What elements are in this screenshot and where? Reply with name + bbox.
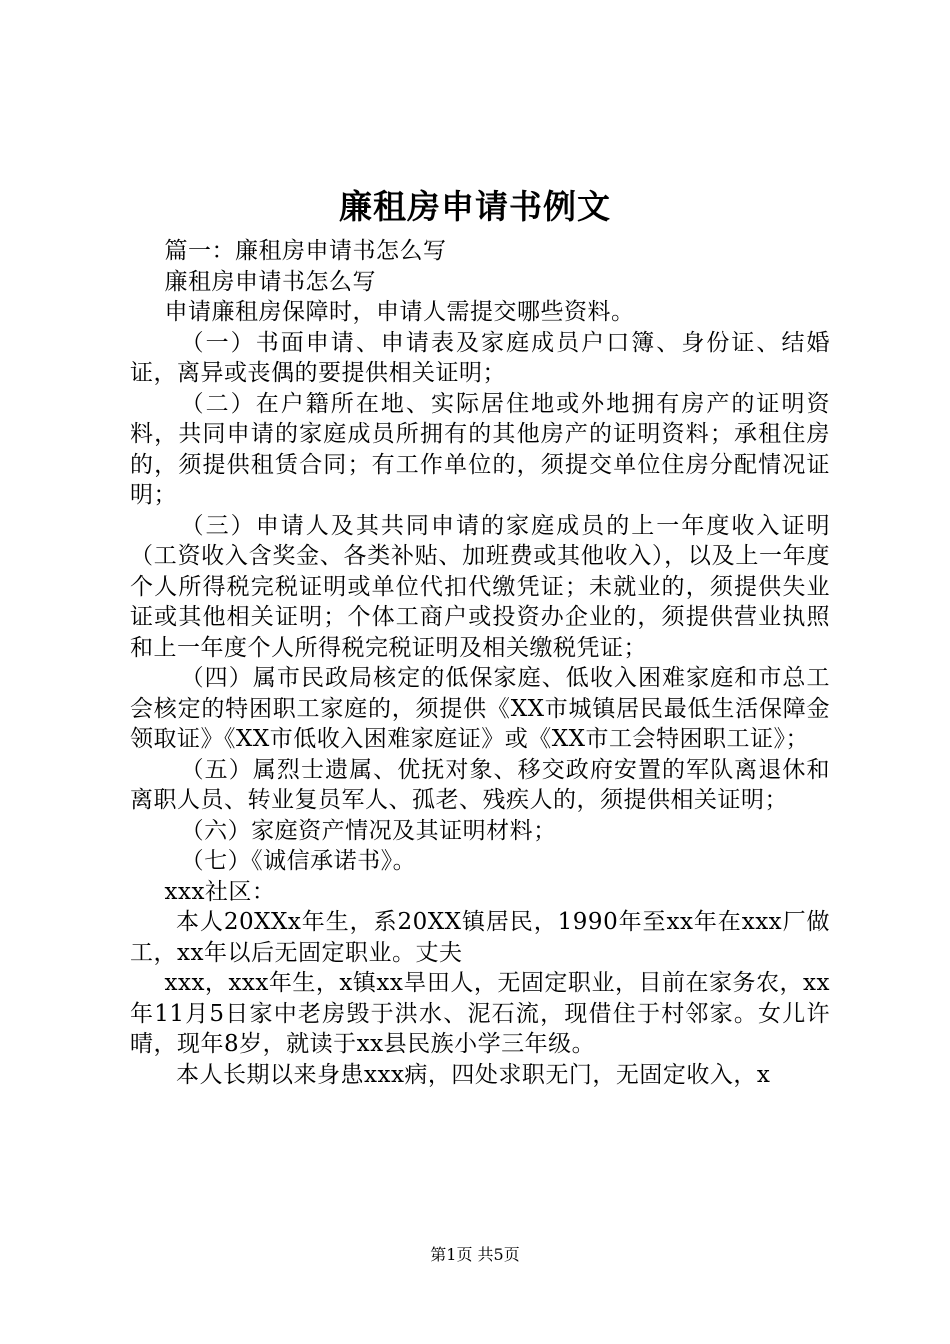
letter-paragraph-1: 本人20XXx年生，系20XX镇居民，1990年至xx年在xxx厂做工，xx年以后无固定职业。丈夫 <box>130 909 830 966</box>
requirement-item-7: （七）《诚信承诺书》。 <box>180 848 417 874</box>
subtitle: 廉租房申请书怎么写 <box>164 268 376 295</box>
document-title: 廉租房申请书例文 <box>339 187 611 226</box>
letter-salutation: xxx社区： <box>164 878 276 905</box>
document-body <box>130 236 830 1090</box>
page-number-footer: 第1页 共5页 <box>430 1245 520 1264</box>
intro-paragraph: 申请廉租房保障时，申请人需提交哪些资料。 <box>164 299 635 325</box>
requirement-item-2: （二）在户籍所在地、实际居住地或外地拥有房产的证明资料，共同申请的家庭成员所拥有的其他房产的证明资料；承租住房的，须提供租赁合同；有工作单位的，须提交单位住房分配情况证明； <box>130 390 830 508</box>
requirement-item-3: （三）申请人及其共同申请的家庭成员的上一年度收入证明（工资收入含奖金、各类补贴、加班费或其他收入），以及上一年度个人所得税完税证明或单位代扣代缴凭证；未就业的，须提供失业证或其他相关证明；个体工商户或投资办企业的，须提供营业执照和上一年度个人所得税完税证明及相关缴税凭证； <box>130 512 830 661</box>
requirement-item-1: （一）书面申请、申请表及家庭成员户口簿、身份证、结婚证，离异或丧偶的要提供相关证明； <box>130 329 830 386</box>
requirement-item-6: （六）家庭资产情况及其证明材料； <box>180 817 557 844</box>
section-heading: 篇一：廉租房申请书怎么写 <box>164 238 447 264</box>
requirement-item-5: （五）属烈士遗属、优抚对象、移交政府安置的军队离退休和离职人员、转业复员军人、孤老、残疾人的，须提供相关证明； <box>130 756 830 813</box>
requirement-item-4: （四）属市民政局核定的低保家庭、低收入困难家庭和市总工会核定的特困职工家庭的，须提供《XX市城镇居民最低生活保障金领取证》《XX市低收入困难家庭证》或《XX市工会特困职工证》； <box>130 665 830 752</box>
letter-paragraph-2: xxx，xxx年生，x镇xx旱田人，无固定职业，目前在家务农，xx年11月5日家中老房毁于洪水、泥石流，现借住于村邻家。女儿许晴，现年8岁，就读于xx县民族小学三年级。 <box>130 970 830 1057</box>
letter-paragraph-3: 本人长期以来身患xxx病，四处求职无门，无固定收入，x <box>176 1061 771 1088</box>
